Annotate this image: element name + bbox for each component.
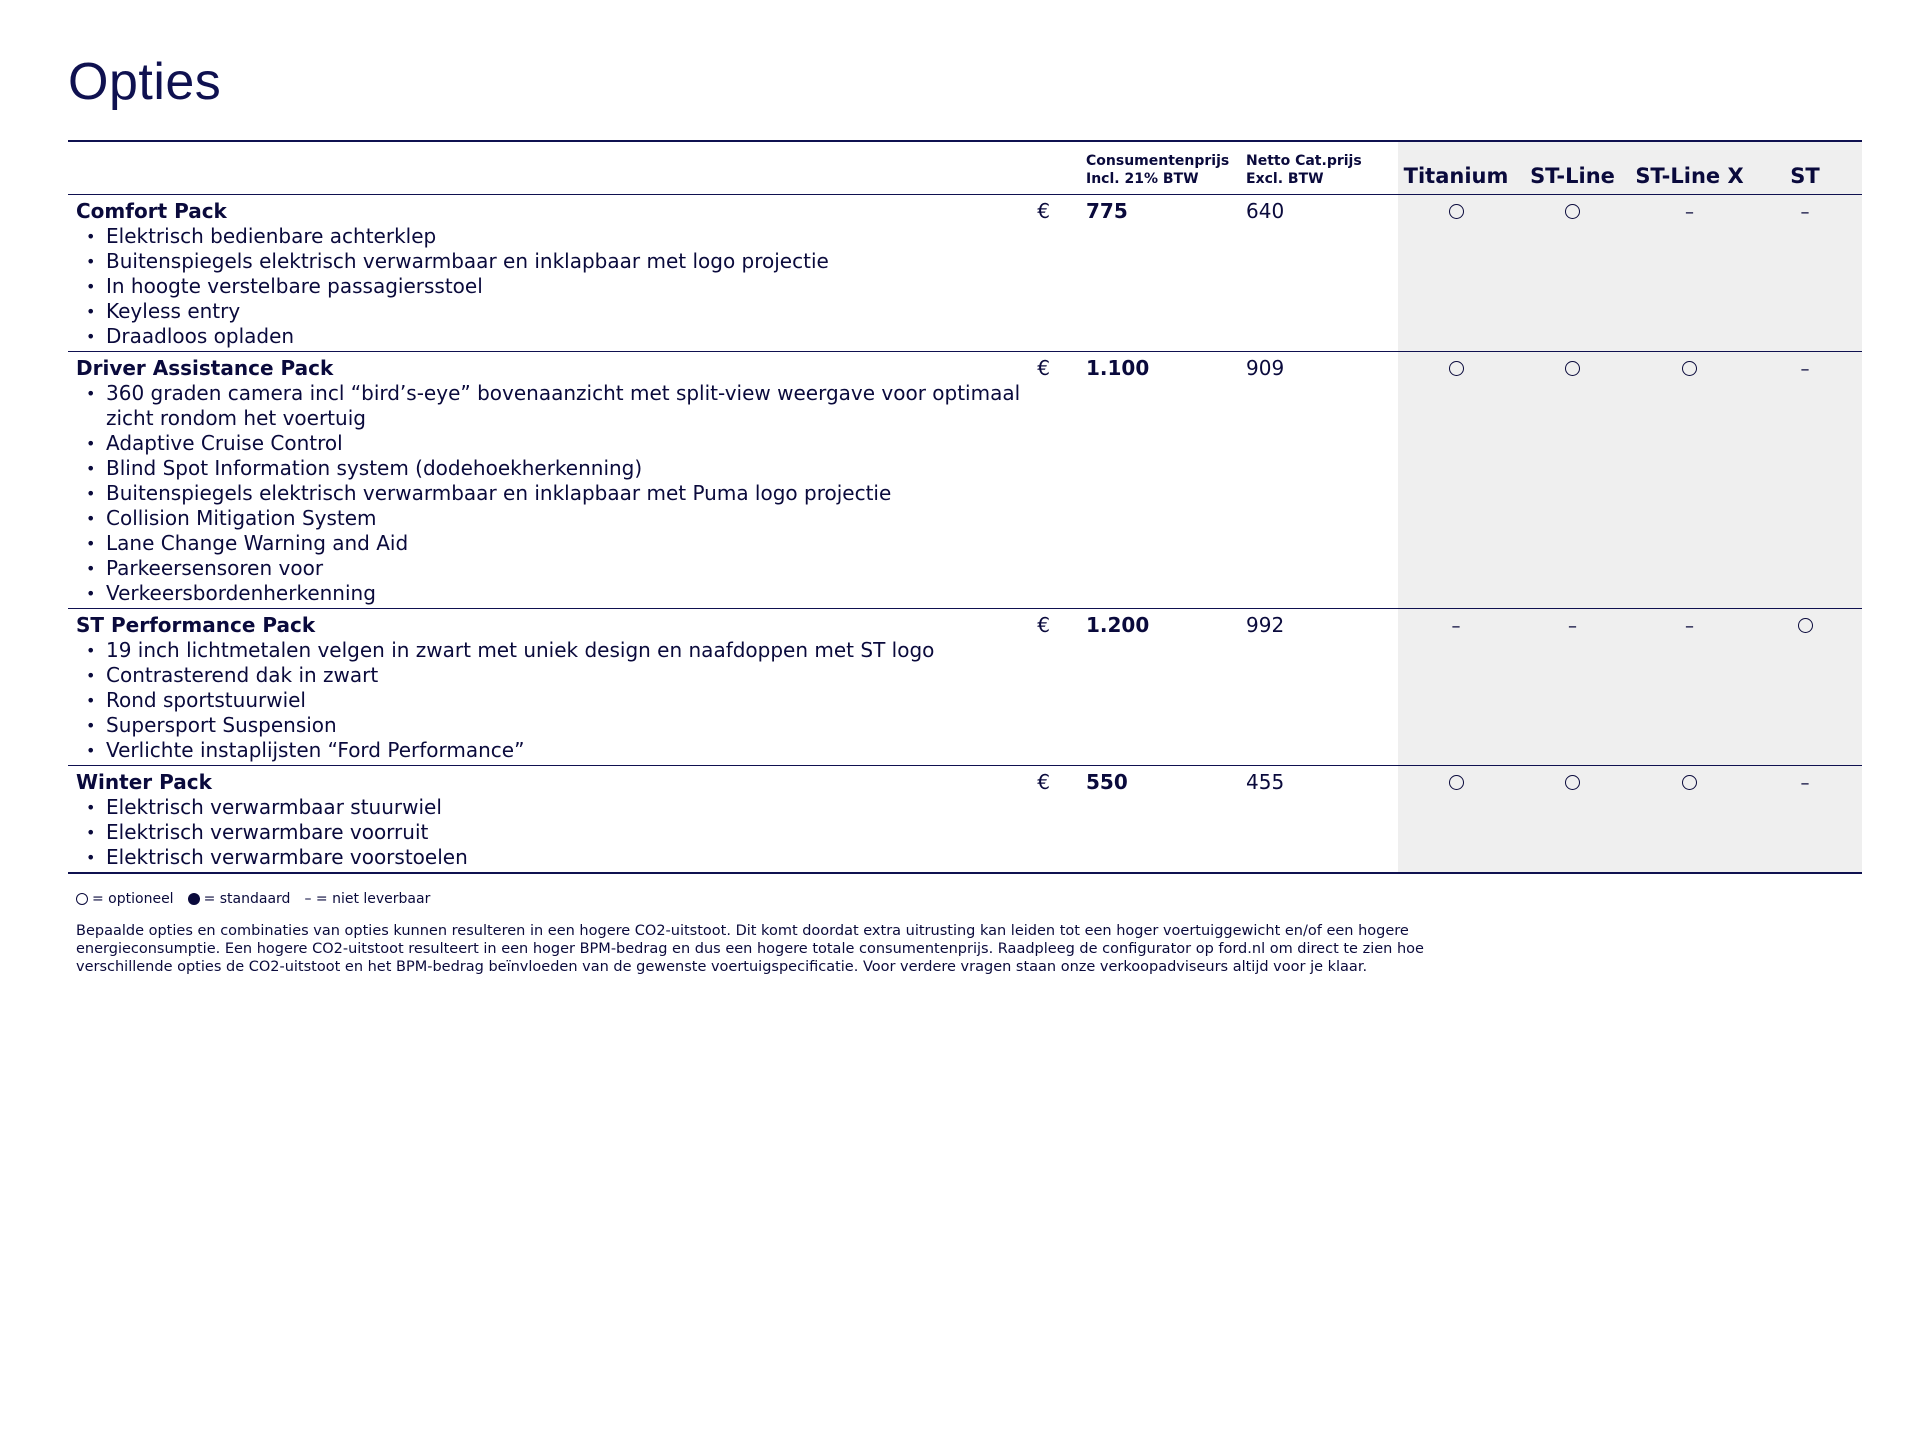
legend-standard (188, 890, 291, 908)
header-net-price-line1: Netto Cat.prijs (1246, 153, 1362, 169)
trim-availability-cell (1631, 766, 1748, 874)
trim-availability-cell (1631, 195, 1748, 352)
header-trim-titanium: Titanium (1398, 141, 1514, 195)
legend-standard-label: = standaard (203, 891, 291, 907)
feature-item: • Rond sportstuurwiel (76, 688, 1026, 713)
feature-item: • Draadloos opladen (76, 324, 1026, 349)
feature-item: • Adaptive Cruise Control (76, 431, 1026, 456)
feature-item: • Contrasterend dak in zwart (76, 663, 1026, 688)
header-trim-st: ST (1748, 141, 1862, 195)
pack-name: Winter Pack (76, 770, 212, 794)
feature-list (76, 638, 1026, 763)
feature-item: • Keyless entry (76, 299, 1026, 324)
feature-item: • Verlichte instaplijsten “Ford Performance” (76, 738, 1026, 763)
trim-availability-cell (1514, 195, 1631, 352)
optional-circle-icon (1682, 775, 1697, 790)
pack-description-cell (68, 609, 1026, 766)
optional-circle-icon (1449, 204, 1464, 219)
net-price: 455 (1246, 770, 1285, 794)
not-available-dash: – (1685, 202, 1694, 223)
feature-item: • 19 inch lichtmetalen velgen in zwart met uniek design en naafdoppen met ST logo (76, 638, 1026, 663)
table-row (68, 609, 1862, 766)
legend-optional-label: = optioneel (92, 891, 174, 907)
pack-name: Driver Assistance Pack (76, 356, 334, 380)
header-net-price (1246, 141, 1398, 195)
feature-item: • Collision Mitigation System (76, 506, 1026, 531)
trim-availability-cell (1748, 195, 1862, 352)
standard-dot-icon (188, 893, 200, 905)
not-available-dash: – (1800, 773, 1810, 794)
optional-circle-icon (1449, 775, 1464, 790)
optional-circle-icon (1565, 775, 1580, 790)
options-table (68, 140, 1862, 874)
net-price: 992 (1246, 613, 1285, 637)
header-trim-st-line: ST-Line (1514, 141, 1631, 195)
header-consumer-price-line2: Incl. 21% BTW (1086, 171, 1199, 187)
feature-list (76, 381, 1026, 606)
feature-item: • Supersport Suspension (76, 713, 1026, 738)
legend-optional (76, 890, 174, 908)
not-available-dash: – (1800, 359, 1810, 380)
trim-availability-cell (1398, 352, 1514, 609)
trim-availability-cell (1748, 766, 1862, 874)
table-header-row (68, 141, 1862, 195)
feature-item: • 360 graden camera incl “bird’s-eye” bovenaanzicht met split-view weergave voor optimaal zicht rondom het voertuig (76, 381, 1026, 431)
optional-circle-icon (76, 893, 88, 905)
pack-name: Comfort Pack (76, 199, 227, 223)
feature-item: • Parkeersensoren voor (76, 556, 1026, 581)
trim-availability-cell (1514, 766, 1631, 874)
not-available-dash: – (1800, 202, 1810, 223)
legend-not-available-label: – = niet leverbaar (304, 891, 431, 907)
feature-item: • Blind Spot Information system (dodehoekherkenning) (76, 456, 1026, 481)
feature-item: • Lane Change Warning and Aid (76, 531, 1026, 556)
feature-item: • Elektrisch bedienbare achterklep (76, 224, 1026, 249)
feature-item: • Elektrisch verwarmbare voorruit (76, 820, 1026, 845)
trim-availability-cell (1631, 352, 1748, 609)
feature-item: • Elektrisch verwarmbare voorstoelen (76, 845, 1026, 870)
page-title: Opties (68, 53, 222, 111)
consumer-price: 775 (1086, 199, 1128, 223)
disclaimer-text: Bepaalde opties en combinaties van opties kunnen resulteren in een hogere CO2-uitstoot. Dit komt doordat extra uitrusting kan leiden tot een hoger voertuiggewicht en/of een hogere energieconsumptie. Een hogere CO2-uitstoot resulteert in een hoger BPM-bedrag en dus een hogere totale consumentenprijs. Raadpleeg de configurator op ford.nl om direct te zien hoe verschillende opties de CO2-uitstoot en het BPM-bedrag beïnvloeden van de gewenste voertuigspecificatie. Voor verdere vragen staan onze verkoopadviseurs altijd voor je klaar. (76, 923, 1424, 975)
header-currency (1026, 141, 1086, 195)
trim-availability-cell (1748, 352, 1862, 609)
not-available-dash: – (1568, 616, 1577, 637)
currency-symbol: € (1037, 613, 1050, 637)
pack-description-cell (68, 195, 1026, 352)
optional-circle-icon (1449, 361, 1464, 376)
feature-item: • Buitenspiegels elektrisch verwarmbaar en inklapbaar met Puma logo projectie (76, 481, 1026, 506)
trim-availability-cell (1631, 609, 1748, 766)
trim-availability-cell (1514, 609, 1631, 766)
pack-name: ST Performance Pack (76, 613, 316, 637)
options-table-container (68, 140, 1862, 874)
trim-availability-cell (1514, 352, 1631, 609)
header-consumer-price (1086, 141, 1246, 195)
feature-item: • Verkeersbordenherkenning (76, 581, 1026, 606)
feature-item: • In hoogte verstelbare passagiersstoel (76, 274, 1026, 299)
header-net-price-line2: Excl. BTW (1246, 171, 1324, 187)
table-row (68, 352, 1862, 609)
consumer-price: 1.200 (1086, 613, 1150, 637)
feature-item: • Elektrisch verwarmbaar stuurwiel (76, 795, 1026, 820)
header-trim-st-line-x: ST-Line X (1631, 141, 1748, 195)
not-available-dash: – (1451, 616, 1461, 637)
optional-circle-icon (1565, 204, 1580, 219)
trim-availability-cell (1398, 195, 1514, 352)
consumer-price: 550 (1086, 770, 1128, 794)
feature-list (76, 224, 1026, 349)
currency-symbol: € (1037, 356, 1050, 380)
optional-circle-icon (1798, 618, 1813, 633)
header-consumer-price-line1: Consumentenprijs (1086, 153, 1230, 169)
feature-list (76, 795, 1026, 870)
table-body (68, 195, 1862, 874)
consumer-price: 1.100 (1086, 356, 1150, 380)
currency-symbol: € (1037, 770, 1050, 794)
net-price: 640 (1246, 199, 1285, 223)
table-row (68, 195, 1862, 352)
header-description (68, 141, 1026, 195)
table-row (68, 766, 1862, 874)
optional-circle-icon (1682, 361, 1697, 376)
legend (76, 890, 430, 908)
pack-description-cell (68, 766, 1026, 874)
legend-not-available (304, 890, 430, 908)
currency-symbol: € (1037, 199, 1050, 223)
trim-availability-cell (1398, 609, 1514, 766)
optional-circle-icon (1565, 361, 1580, 376)
trim-availability-cell (1748, 609, 1862, 766)
feature-item: • Buitenspiegels elektrisch verwarmbaar en inklapbaar met logo projectie (76, 249, 1026, 274)
not-available-dash: – (1685, 616, 1694, 637)
net-price: 909 (1246, 356, 1285, 380)
trim-availability-cell (1398, 766, 1514, 874)
pack-description-cell (68, 352, 1026, 609)
